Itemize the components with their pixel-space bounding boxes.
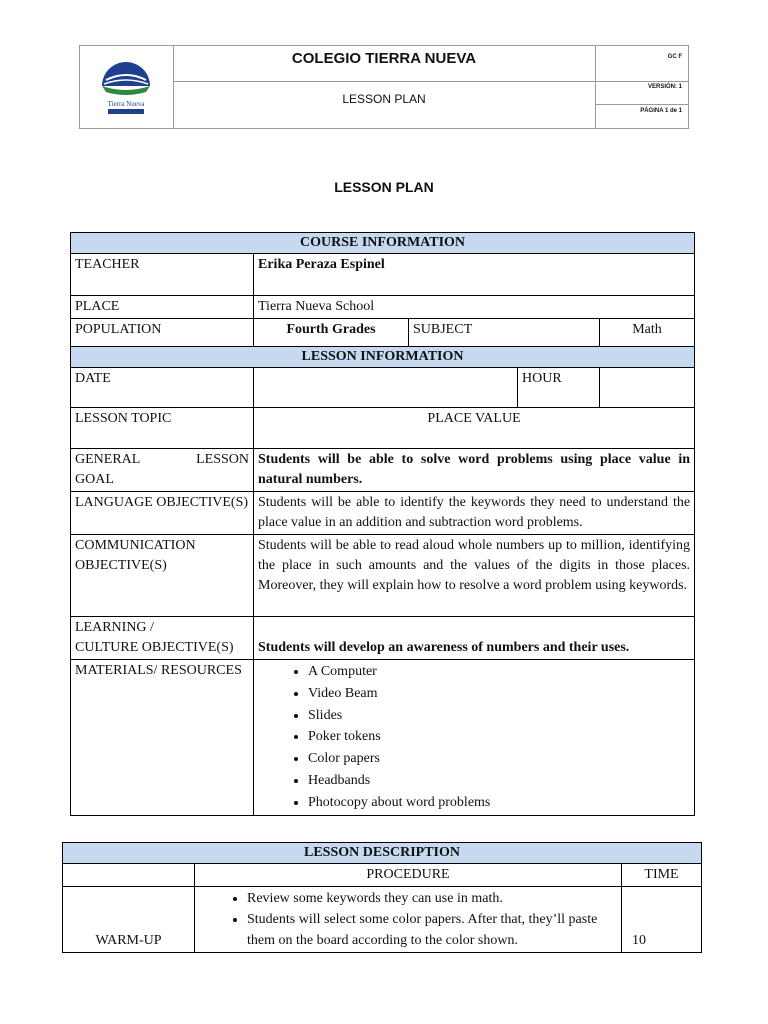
goal-label-word: GOAL: [75, 472, 114, 487]
logo-text: Tierra Nueva: [107, 100, 145, 108]
stage-label: WARM-UP: [63, 887, 195, 953]
goal-label-word: GENERAL: [75, 452, 141, 467]
lesson-plan-table: [70, 232, 695, 816]
goal-value: Students will be able to solve word problems using place value in natural numbers.: [254, 449, 695, 492]
communication-value: Students will be able to read aloud whole numbers up to million, identifying the place in such amounts and the values of the digits in those places. Moreover, they will explain how to resolve a word problem using keywords.: [254, 535, 695, 617]
subject-value: Math: [600, 319, 695, 347]
materials-item: • Headbands: [308, 770, 690, 792]
course-info-heading: COURSE INFORMATION: [71, 233, 695, 254]
topic-row: [71, 408, 695, 449]
population-value: Fourth Grades: [254, 319, 409, 347]
communication-label: COMMUNICATION OBJECTIVE(S): [71, 535, 254, 617]
hour-value: [600, 368, 695, 408]
header-divider: [595, 46, 596, 128]
topic-label: LESSON TOPIC: [71, 408, 254, 449]
materials-item: • Color papers: [308, 748, 690, 770]
header-doc-type: LESSON PLAN: [342, 92, 426, 106]
lesson-info-heading: LESSON INFORMATION: [71, 347, 695, 368]
page-title: LESSON PLAN: [334, 179, 434, 195]
learning-value: Students will develop an awareness of numbers and their uses.: [254, 617, 695, 660]
teacher-label: TEACHER: [71, 254, 254, 296]
date-value: [254, 368, 518, 408]
materials-item: • Video Beam: [308, 683, 690, 705]
learning-label-line: CULTURE OBJECTIVE(S): [75, 640, 234, 655]
date-row: [71, 368, 695, 408]
procedure-step: • Review some keywords they can use in math.: [247, 888, 617, 909]
description-heading-row: [63, 843, 702, 864]
materials-value: [254, 660, 695, 816]
learning-label-line: LEARNING /: [75, 620, 154, 635]
time-column-header: TIME: [622, 864, 702, 887]
document-header: [79, 45, 689, 129]
materials-item: • Slides: [308, 705, 690, 727]
hour-label: HOUR: [518, 368, 600, 408]
teacher-row: [71, 254, 695, 296]
doc-code: GC F: [667, 54, 682, 60]
warm-up-row: [63, 887, 702, 953]
language-value: Students will be able to identify the keywords they need to understand the place value in an addition and subtraction word problems.: [254, 492, 695, 535]
place-row: [71, 296, 695, 319]
school-name: COLEGIO TIERRA NUEVA: [291, 50, 477, 67]
materials-item: • A Computer: [308, 661, 690, 683]
population-row: [71, 319, 695, 347]
date-label: DATE: [71, 368, 254, 408]
language-row: [71, 492, 695, 535]
stage-column-header: [63, 864, 195, 887]
materials-item: • Poker tokens: [308, 726, 690, 748]
population-label: POPULATION: [71, 319, 254, 347]
doc-page: PÁGINA 1 de 1: [640, 108, 682, 114]
doc-version: VERSIÓN: 1: [647, 84, 682, 90]
goal-label-line: [75, 450, 249, 470]
goal-row: [71, 449, 695, 492]
communication-row: [71, 535, 695, 617]
learning-row: [71, 617, 695, 660]
school-logo: [88, 56, 164, 118]
procedure-step: • Students will select some color papers. After that, they’ll paste them on the board according to the color shown.: [247, 909, 617, 951]
goal-label-word: LESSON: [196, 452, 249, 467]
procedure-steps: [195, 887, 622, 953]
time-value: 10: [622, 887, 702, 953]
course-info-heading-row: [71, 233, 695, 254]
teacher-value: Erika Peraza Espinel: [254, 254, 695, 296]
subject-label: SUBJECT: [409, 319, 600, 347]
materials-row: [71, 660, 695, 816]
header-divider: [173, 81, 688, 82]
header-divider: [595, 104, 688, 105]
materials-item: • Photocopy about word problems: [308, 792, 690, 814]
place-value: Tierra Nueva School: [254, 296, 695, 319]
materials-list: [258, 661, 690, 814]
language-label: LANGUAGE OBJECTIVE(S): [71, 492, 254, 535]
procedure-column-header: PROCEDURE: [195, 864, 622, 887]
goal-label: [71, 449, 254, 492]
lesson-info-heading-row: [71, 347, 695, 368]
lesson-description-table: [62, 842, 702, 953]
description-heading: LESSON DESCRIPTION: [63, 843, 702, 864]
description-columns-row: [63, 864, 702, 887]
topic-value: PLACE VALUE: [254, 408, 695, 449]
learning-label: [71, 617, 254, 660]
procedure-list: [199, 888, 617, 951]
materials-label: MATERIALS/ RESOURCES: [71, 660, 254, 816]
place-label: PLACE: [71, 296, 254, 319]
